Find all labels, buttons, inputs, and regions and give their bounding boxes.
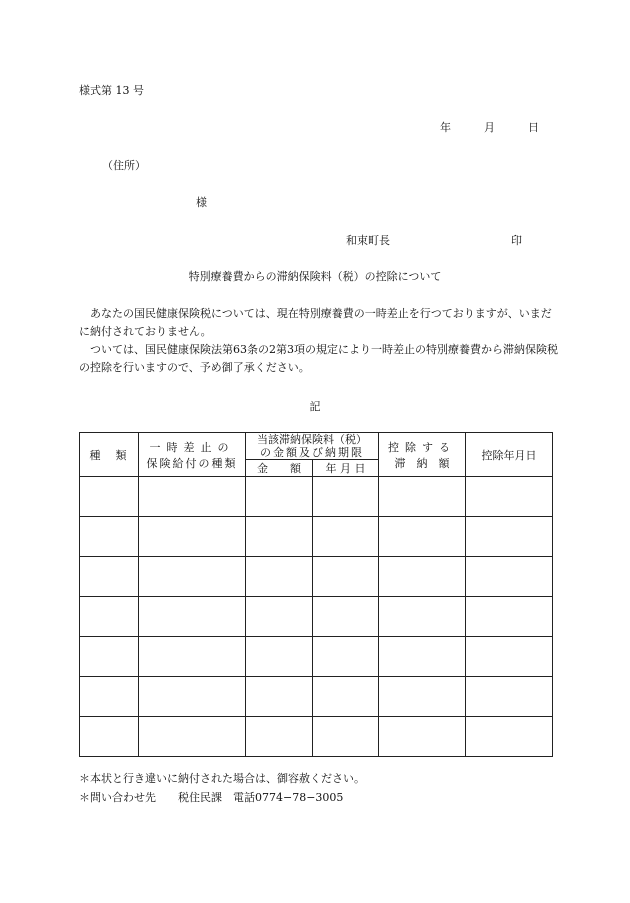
header-type: 種 類 xyxy=(80,433,139,477)
note-contact: ＊問い合わせ先 税住民課 電話0774−78−3005 xyxy=(79,791,344,804)
table-row xyxy=(80,477,553,517)
honorific: 様 xyxy=(196,196,207,209)
body-paragraph-1: あなたの国民健康保険税については、現在特別療養費の一時差止を行つておりますが、いまだに納付されておりません。 xyxy=(79,307,552,338)
document-title: 特別療養費からの滞納保険料（税）の控除について xyxy=(188,270,442,283)
header-deduct: 控除する 滞 納 額 xyxy=(379,433,466,477)
ki-heading: 記 xyxy=(309,400,321,413)
header-benefit: 一時差止の 保険給付の種類 xyxy=(139,433,246,477)
table-row xyxy=(80,637,553,677)
document-body xyxy=(79,305,559,377)
issuer: 和束町長 xyxy=(346,234,390,247)
address-label: （住所） xyxy=(102,159,146,172)
table-row xyxy=(80,557,553,597)
table-row xyxy=(80,597,553,637)
header-arrears: 当該滞納保険料（税） の金額及び納期限 xyxy=(246,433,379,460)
date-line xyxy=(440,119,539,135)
deduction-table xyxy=(79,432,553,757)
header-amount: 金 額 xyxy=(246,460,313,477)
body-paragraph-2: ついては、国民健康保険法第63条の2第3項の規定により一時差止の特別療養費から滞納保険税の控除を行いますので、予め御了承ください。 xyxy=(79,343,558,374)
note-reconcile: ＊本状と行き違いに納付された場合は、御容赦ください。 xyxy=(79,772,365,785)
header-due-date: 年 月 日 xyxy=(313,460,379,477)
header-deduction-date: 控除年月日 xyxy=(466,433,553,477)
date-day: 日 xyxy=(528,121,539,134)
table-row xyxy=(80,677,553,717)
date-year: 年 xyxy=(440,121,451,134)
form-number: 様式第 13 号 xyxy=(79,84,144,97)
date-month: 月 xyxy=(484,121,495,134)
table-row xyxy=(80,517,553,557)
seal-mark: 印 xyxy=(511,234,522,247)
table-row xyxy=(80,717,553,757)
